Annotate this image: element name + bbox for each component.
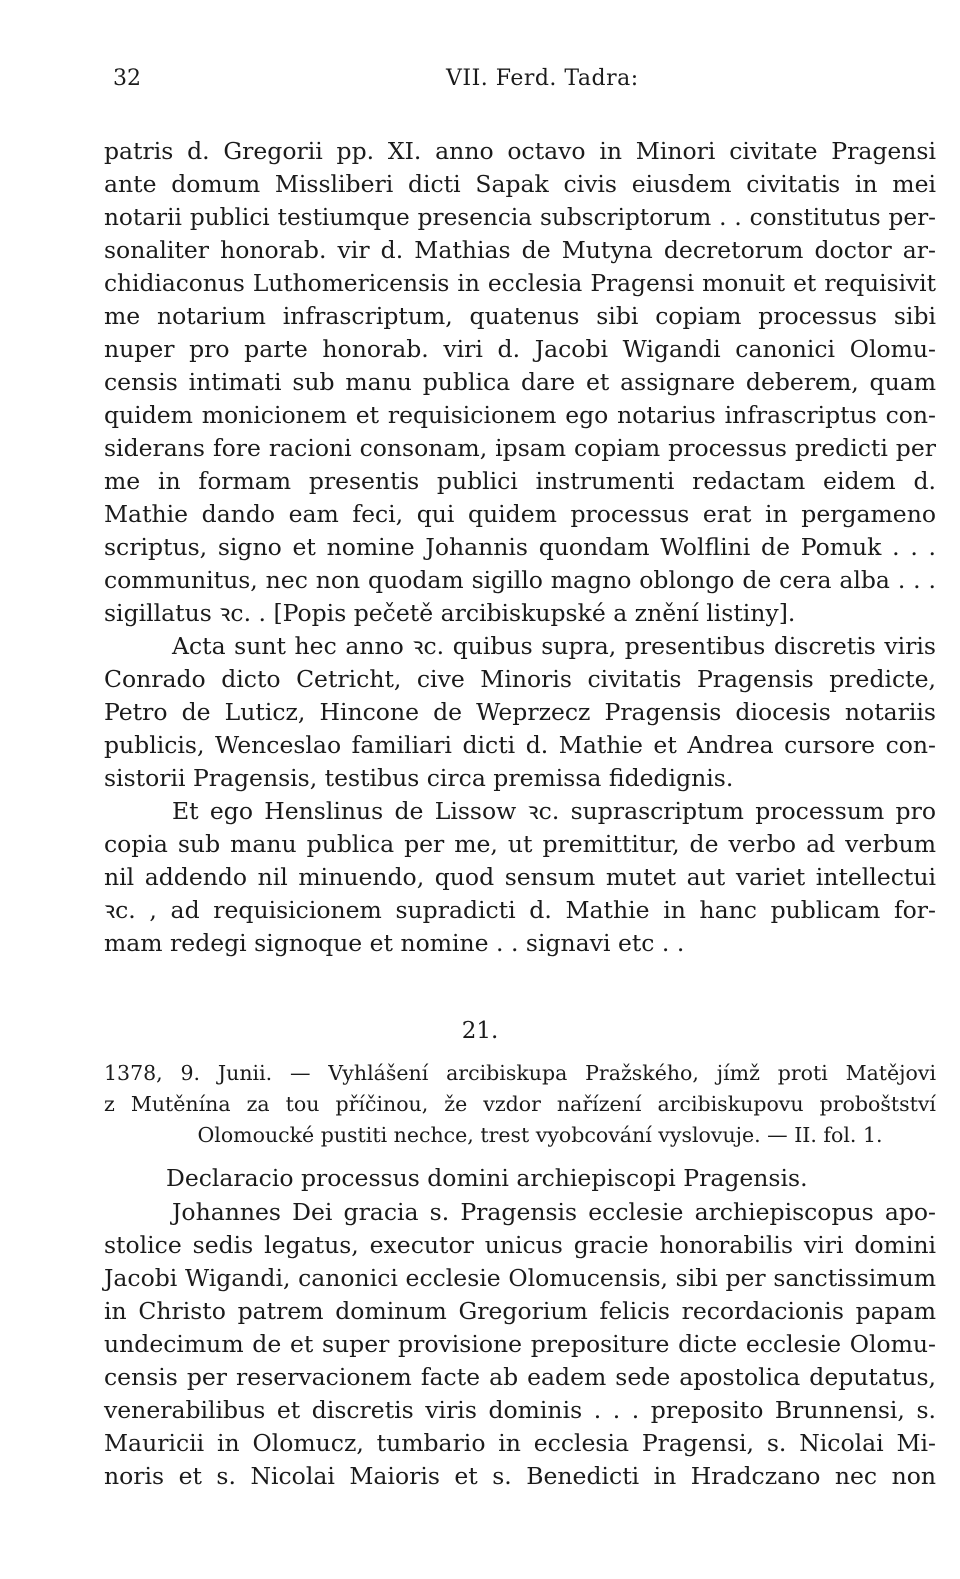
text-line: censis intimati sub manu publica dare et assignare deberem, quam [104,368,936,396]
text-line: Mauricii in Olomucz, tumbario in ecclesia Pragensi, s. Nicolai Mi- [104,1429,936,1457]
text-line: sistorii Pragensis, testibus circa premissa fidedignis. [104,764,734,792]
text-line: Et ego Henslinus de Lissow ꝛc. suprascriptum processum pro [172,797,936,825]
text-line: stolice sedis legatus, executor unicus gracie honorabilis viri domini [104,1231,936,1259]
document-text-block [104,1196,936,1493]
text-line: noris et s. Nicolai Maioris et s. Benedicti in Hradczano nec non [104,1462,936,1490]
text-line: patris d. Gregorii pp. XI. anno octavo in Minori civitate Pragensi [104,137,936,165]
text-line: nuper pro parte honorab. viri d. Jacobi Wigandi canonici Olomu- [104,335,936,363]
regest-line: z Mutěnína za tou příčinou, že vzdor nařízení arcibiskupovu proboštství [104,1092,936,1116]
text-line: sigillatus ꝛc. . [Popis pečetě arcibiskupské a znění listiny]. [104,599,796,627]
text-line: venerabilibus et discretis viris dominis . . . preposito Brunnensi, s. [104,1396,936,1424]
regest-block [104,1058,936,1151]
text-line: Conrado dicto Cetricht, cive Minoris civitatis Pragensis predicte, [104,665,936,693]
text-line: nil addendo nil minuendo, quod sensum mutet aut variet intellectui [104,863,936,891]
text-line: siderans fore racioni consonam, ipsam copiam processus predicti per [104,434,936,462]
running-head: VII. Ferd. Tadra: [446,66,639,91]
text-line: chidiaconus Luthomericensis in ecclesia Pragensi monuit et requisivit [104,270,936,297]
text-line: Petro de Luticz, Hincone de Weprzecz Pragensis diocesis notariis [104,698,936,726]
text-line: sonaliter honorab. vir d. Mathias de Mutyna decretorum doctor ar- [104,236,936,264]
page-number: 32 [113,66,141,91]
regest-line: 1378, 9. Junii. — Vyhlášení arcibiskupa Pražského, jímž proti Matějovi [104,1061,936,1085]
text-line: notarii publici testiumque presencia subscriptorum . . constitutus per- [104,204,936,231]
text-line: ante domum Missliberi dicti Sapak civis eiusdem civitatis in mei [104,170,936,198]
text-line: publicis, Wenceslao familiari dicti d. Mathie et Andrea cursore con- [104,731,936,759]
main-text-block [104,135,936,960]
text-line: Johannes Dei gracia s. Pragensis ecclesie archiepiscopus apo- [172,1198,936,1226]
text-line: copia sub manu publica per me, ut premittitur, de verbo ad verbum [104,830,936,858]
regest-line: Olomoucké pustiti nechce, trest vyobcování vyslovuje. — II. fol. 1. [197,1123,883,1147]
text-line: in Christo patrem dominum Gregorium felicis recordacionis papam [104,1297,936,1325]
text-line: quidem monicionem et requisicionem ego notarius infrascriptus con- [104,401,936,429]
text-line: ꝛc. , ad requisicionem supradicti d. Mathie in hanc publicam for- [104,896,936,924]
text-line: undecimum de et super provisione prepositure dicte ecclesie Olomu- [104,1330,936,1358]
document-title: Declaracio processus domini archiepiscopi Pragensis. [166,1164,808,1192]
text-line: scriptus, signo et nomine Johannis quondam Wolflini de Pomuk . . . [104,533,936,561]
text-line: Jacobi Wigandi, canonici ecclesie Olomucensis, sibi per sanctissimum [104,1264,936,1292]
text-line: me notarium infrascriptum, quatenus sibi copiam processus sibi [104,302,936,330]
text-line: Mathie dando eam feci, qui quidem processus erat in pergameno [104,500,936,528]
text-line: censis per reservacionem facte ab eadem sede apostolica deputatus, [104,1363,936,1391]
document-number: 21. [461,1018,499,1044]
page-header [0,66,960,106]
text-line: Acta sunt hec anno ꝛc. quibus supra, presentibus discretis viris [172,632,936,660]
text-line: communitus, nec non quodam sigillo magno oblongo de cera alba . . . [104,566,936,594]
text-line: me in formam presentis publici instrumenti redactam eidem d. [104,467,936,495]
text-line: mam redegi signoque et nomine . . signavi etc . . [104,929,685,957]
